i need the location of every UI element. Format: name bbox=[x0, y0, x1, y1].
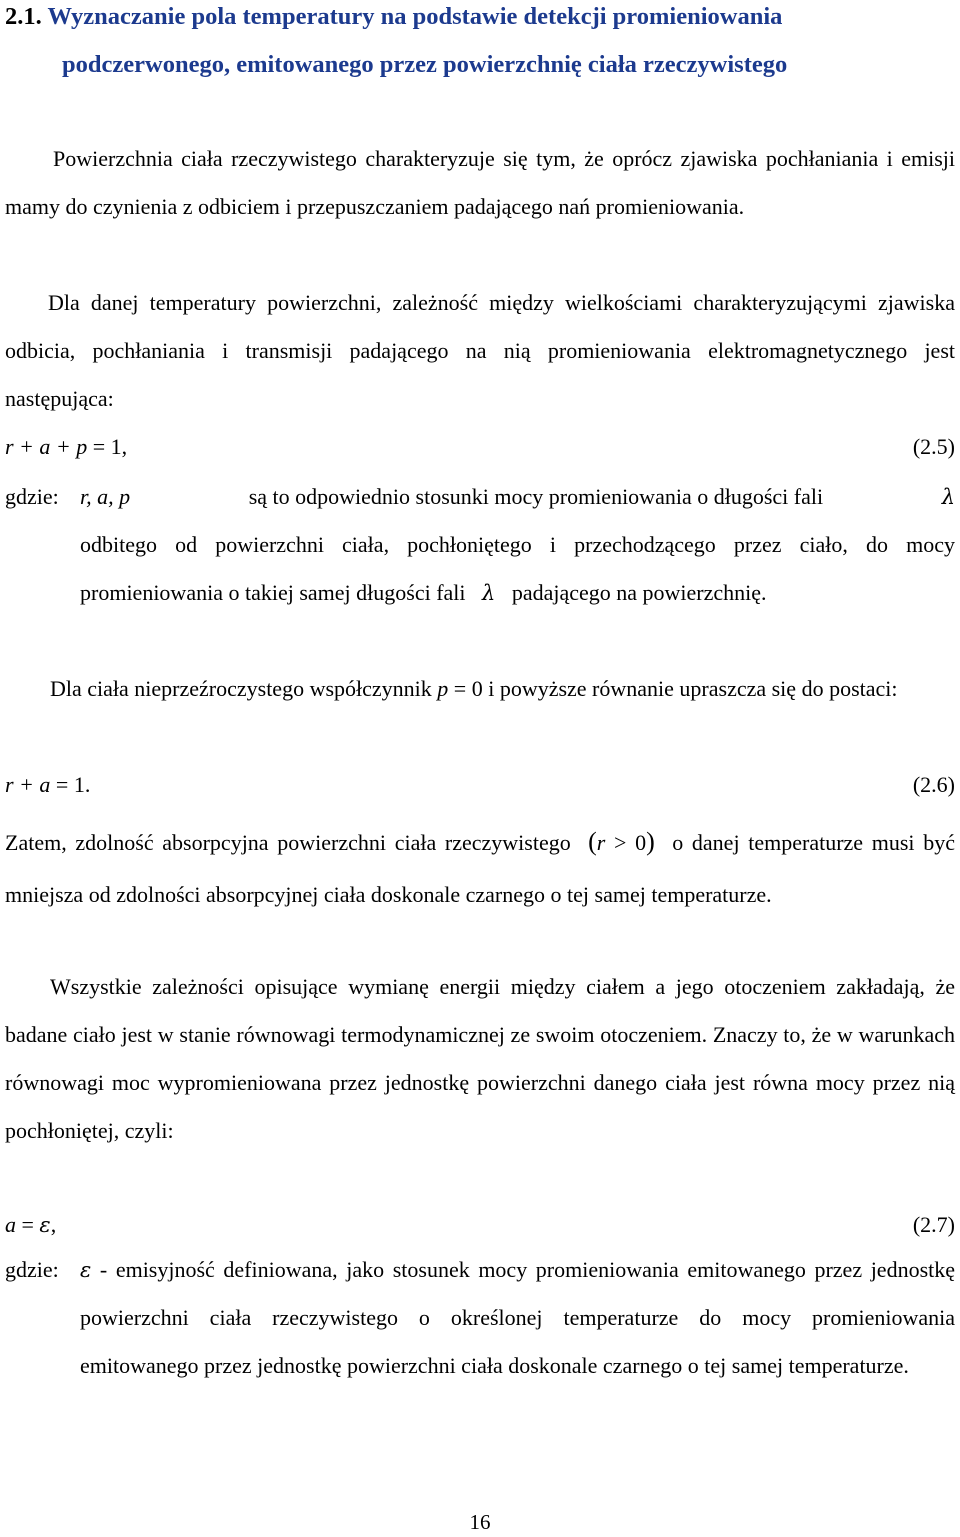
paragraph-3 bbox=[5, 665, 955, 713]
paragraph-3-symbol: p bbox=[437, 676, 449, 701]
equation-2-7 bbox=[5, 1201, 955, 1249]
equation-2-7-number: (2.7) bbox=[912, 1212, 955, 1237]
paragraph-3-eq: = 0 bbox=[448, 676, 483, 701]
equation-2-6-lhs: r + a bbox=[5, 772, 56, 797]
definition-2-5-text2: odbitego od powierzchni ciała, pochłoniętego i przechodzącego przez ciało, do mocy promieniowania o takiej samej długości fali bbox=[80, 532, 955, 605]
equation-2-5-rhs: = 1, bbox=[92, 434, 128, 459]
section-number: 2.1. bbox=[5, 3, 42, 30]
paragraph-1: Powierzchnia ciała rzeczywistego charakteryzuje się tym, że oprócz zjawiska pochłaniania i emisji mamy do czynienia z odbiciem i przepuszczaniem padającego nań promieniowania. bbox=[5, 146, 955, 219]
definition-2-7 bbox=[5, 1246, 955, 1438]
paragraph-4-symbol: r bbox=[596, 830, 606, 855]
section-title-part2: podczerwonego, emitowanego przez powierzchnię ciała rzeczywistego bbox=[62, 51, 788, 78]
paragraph-3-text1: Dla ciała nieprzeźroczystego współczynnik bbox=[50, 676, 432, 701]
epsilon-symbol: ε bbox=[39, 1213, 51, 1237]
page-number: 16 bbox=[469, 1510, 491, 1534]
equation-2-7-lhs: a bbox=[5, 1212, 22, 1237]
paragraph-4-text1: Zatem, zdolność absorpcyjna powierzchni ciała rzeczywistego bbox=[5, 830, 571, 855]
equation-2-6-number: (2.6) bbox=[912, 772, 955, 797]
definition-2-5-text1: są to odpowiednio stosunki mocy promieniowania o długości fali bbox=[248, 484, 824, 509]
equation-2-6-rhs: = 1. bbox=[55, 772, 91, 797]
paragraph-3-text2: i powyższe równanie upraszcza się do postaci: bbox=[488, 676, 898, 701]
lambda-symbol-2: λ bbox=[482, 581, 496, 605]
section-title-part1: Wyznaczanie pola temperatury na podstawie detekcji promieniowania bbox=[47, 3, 783, 30]
equation-2-6 bbox=[5, 761, 955, 809]
epsilon-symbol-def: ε bbox=[80, 1258, 92, 1282]
paragraph-4-relation: > 0 bbox=[605, 830, 647, 855]
definition-2-5-symbols: r, a, p bbox=[80, 484, 131, 509]
paragraph-4 bbox=[5, 816, 955, 921]
paragraph-4-text2: o danej temperaturze musi być mniejsza od zdolności absorpcyjnej ciała doskonale czarnego o tej samej temperaturze. bbox=[5, 830, 955, 907]
definition-2-7-lead: gdzie: bbox=[5, 1257, 59, 1282]
equation-2-7-comma: , bbox=[50, 1212, 57, 1237]
lambda-symbol: λ bbox=[941, 485, 955, 509]
equation-2-5-number: (2.5) bbox=[912, 434, 955, 459]
definition-2-5 bbox=[5, 473, 955, 665]
equation-2-7-eq: = bbox=[21, 1212, 40, 1237]
paragraph-5: Wszystkie zależności opisujące wymianę energii między ciałem a jego otoczeniem zakładają, że badane ciało jest w stanie równowagi termodynamicznej ze swoim otoczeniem. Znaczy to, że w warunkach równowagi moc wypromieniowana przez jednostkę powierzchni danego ciała jest równa mocy przez nią pochłoniętej, czyli: bbox=[5, 974, 955, 1143]
section-heading-line2 bbox=[62, 50, 787, 80]
definition-2-5-text3: padającego na powierzchnię. bbox=[511, 580, 767, 605]
definition-2-5-lead: gdzie: bbox=[5, 484, 59, 509]
equation-2-5 bbox=[5, 423, 955, 471]
definition-2-7-text: - emisyjność definiowana, jako stosunek mocy promieniowania emitowanego przez jednostkę powierzchni ciała rzeczywistego o określonej temperaturze do mocy promieniowania emitowanego przez jednostkę powierzchni ciała doskonale czarnego o tej samej temperaturze. bbox=[80, 1257, 956, 1378]
paragraph-4-paren-close: ) bbox=[646, 827, 655, 856]
section-heading-line1 bbox=[5, 2, 782, 32]
paragraph-2: Dla danej temperatury powierzchni, zależność między wielkościami charakteryzującymi zjawiska odbicia, pochłaniania i transmisji padającego na nią promieniowania elektromagnetycznego jest następująca: bbox=[5, 290, 955, 411]
paragraph-4-paren-open: ( bbox=[588, 827, 597, 856]
equation-2-5-lhs: r + a + p bbox=[5, 434, 93, 459]
